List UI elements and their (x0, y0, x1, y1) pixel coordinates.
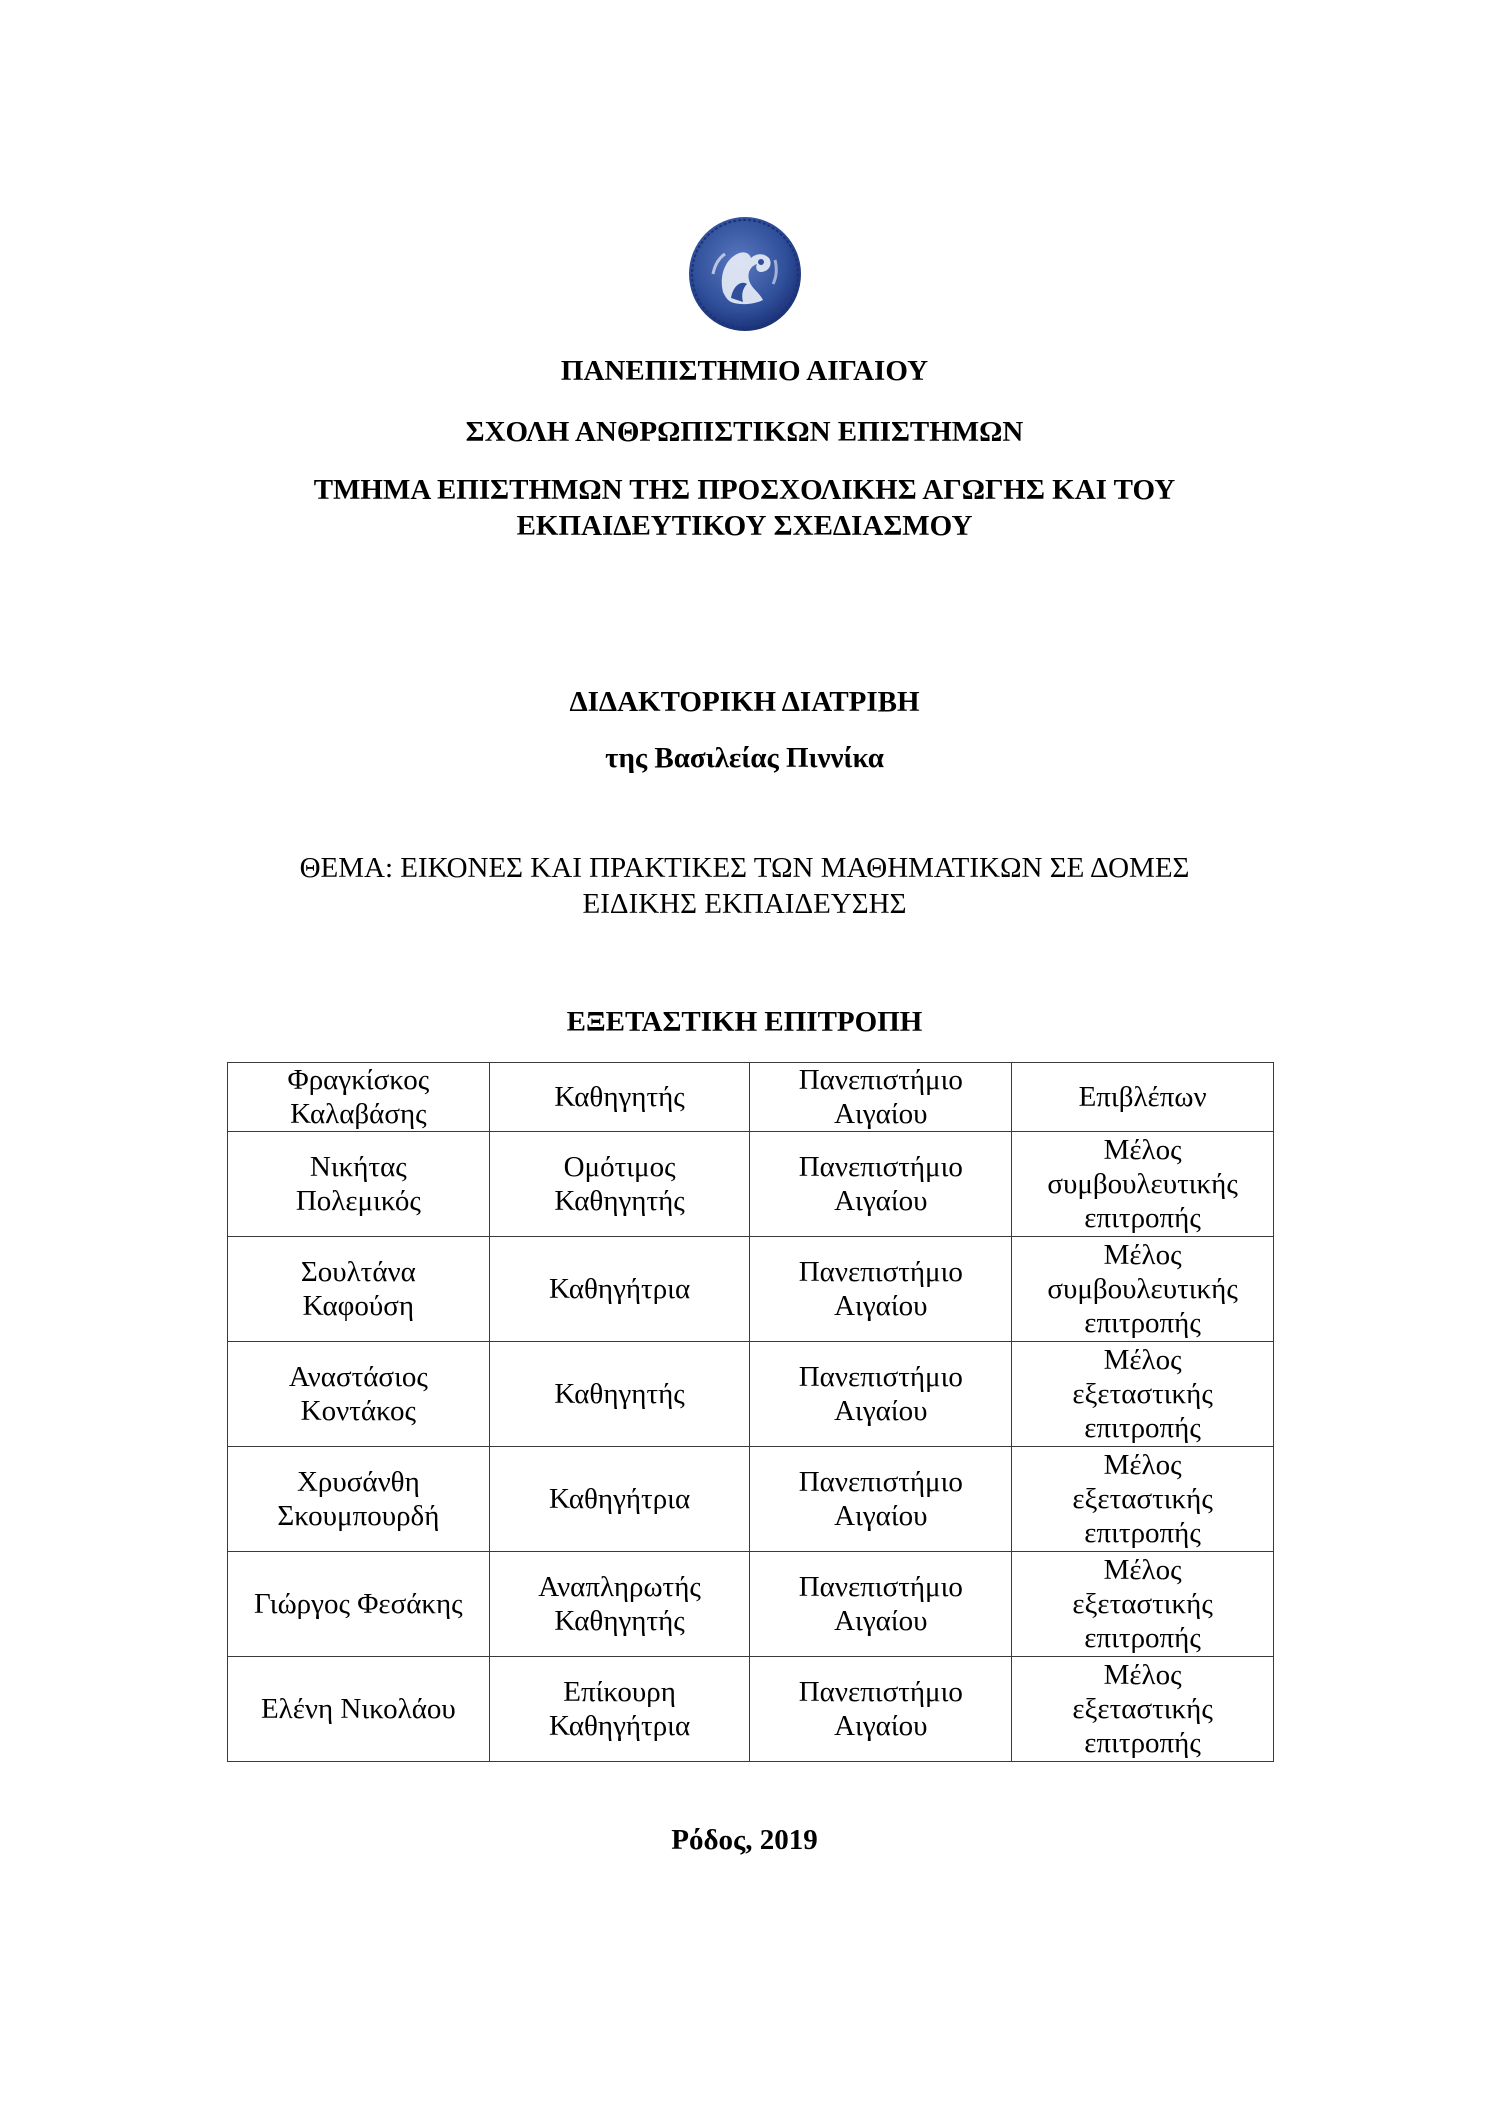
member-rank: Καθηγήτρια (489, 1237, 750, 1342)
member-institution: Πανεπιστήμιο Αιγαίου (750, 1342, 1012, 1447)
member-rank: Καθηγήτρια (489, 1447, 750, 1552)
member-role: Μέλος εξεταστικής επιτροπής (1012, 1342, 1274, 1447)
thesis-topic-line2: ΕΙΔΙΚΗΣ ΕΚΠΑΙΔΕΥΣΗΣ (582, 888, 907, 920)
department-name-line1: ΤΜΗΜΑ ΕΠΙΣΤΗΜΩΝ ΤΗΣ ΠΡΟΣΧΟΛΙΚΗΣ ΑΓΩΓΗΣ ΚΑΙ ΤΟΥ (313, 474, 1176, 506)
place-and-date: Ρόδος, 2019 (671, 1824, 818, 1856)
school-name: ΣΧΟΛΗ ΑΝΘΡΩΠΙΣΤΙΚΩΝ ΕΠΙΣΤΗΜΩΝ (465, 416, 1024, 448)
table-row (228, 1063, 1274, 1132)
member-institution: Πανεπιστήμιο Αιγαίου (750, 1063, 1012, 1132)
member-name: Ελένη Νικολάου (228, 1657, 490, 1762)
member-institution: Πανεπιστήμιο Αιγαίου (750, 1237, 1012, 1342)
member-role: Μέλος εξεταστικής επιτροπής (1012, 1447, 1274, 1552)
thesis-author: της Βασιλείας Πιννίκα (605, 742, 884, 774)
committee-title: ΕΞΕΤΑΣΤΙΚΗ ΕΠΙΤΡΟΠΗ (566, 1006, 923, 1038)
thesis-type: ΔΙΔΑΚΤΟΡΙΚΗ ΔΙΑΤΡΙΒΗ (569, 686, 920, 718)
member-institution: Πανεπιστήμιο Αιγαίου (750, 1132, 1012, 1237)
member-rank: Καθηγητής (489, 1063, 750, 1132)
member-role: Μέλος συμβουλευτικής επιτροπής (1012, 1237, 1274, 1342)
university-name: ΠΑΝΕΠΙΣΤΗΜΙΟ ΑΙΓΑΙΟΥ (560, 355, 929, 387)
table-row (228, 1132, 1274, 1237)
table-row (228, 1657, 1274, 1762)
member-name: Νικήτας Πολεμικός (228, 1132, 490, 1237)
member-rank: Καθηγητής (489, 1342, 750, 1447)
table-row (228, 1447, 1274, 1552)
department-name-line2: ΕΚΠΑΙΔΕΥΤΙΚΟΥ ΣΧΕΔΙΑΣΜΟΥ (516, 510, 973, 542)
member-institution: Πανεπιστήμιο Αιγαίου (750, 1657, 1012, 1762)
member-name: Σουλτάνα Καφούση (228, 1237, 490, 1342)
member-rank: Αναπληρωτής Καθηγητής (489, 1552, 750, 1657)
member-institution: Πανεπιστήμιο Αιγαίου (750, 1552, 1012, 1657)
member-name: Γιώργος Φεσάκης (228, 1552, 490, 1657)
thesis-topic-line1: ΘΕΜΑ: ΕΙΚΟΝΕΣ ΚΑΙ ΠΡΑΚΤΙΚΕΣ ΤΩΝ ΜΑΘΗΜΑΤΙΚΩΝ ΣΕ ΔΟΜΕΣ (299, 852, 1190, 884)
university-seal-logo (685, 214, 805, 334)
member-name: Αναστάσιος Κοντάκος (228, 1342, 490, 1447)
member-role: Μέλος εξεταστικής επιτροπής (1012, 1657, 1274, 1762)
committee-table (227, 1062, 1274, 1762)
table-row (228, 1342, 1274, 1447)
member-role: Μέλος συμβουλευτικής επιτροπής (1012, 1132, 1274, 1237)
member-role: Επιβλέπων (1012, 1063, 1274, 1132)
member-rank: Ομότιμος Καθηγητής (489, 1132, 750, 1237)
table-row (228, 1237, 1274, 1342)
member-institution: Πανεπιστήμιο Αιγαίου (750, 1447, 1012, 1552)
member-name: Χρυσάνθη Σκουμπουρδή (228, 1447, 490, 1552)
member-name: Φραγκίσκος Καλαβάσης (228, 1063, 490, 1132)
member-rank: Επίκουρη Καθηγήτρια (489, 1657, 750, 1762)
member-role: Μέλος εξεταστικής επιτροπής (1012, 1552, 1274, 1657)
table-row (228, 1552, 1274, 1657)
